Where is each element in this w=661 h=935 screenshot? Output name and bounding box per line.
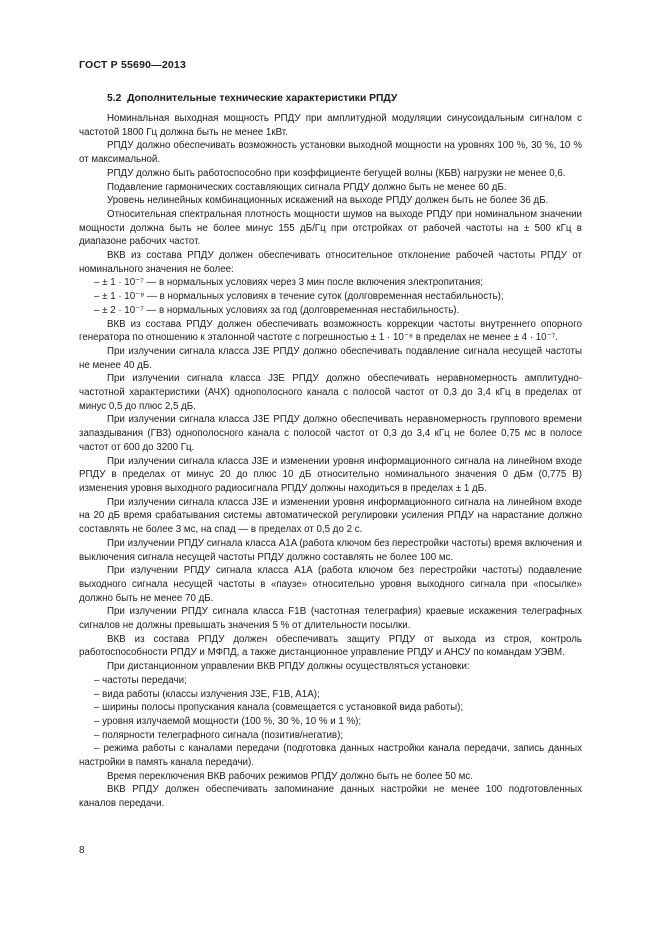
body-paragraph: РПДУ должно быть работоспособно при коэффициенте бегущей волны (КБВ) нагрузки не менее 0,6. [107,167,566,179]
list-item: – частоты передачи; [94,674,187,686]
body-paragraph: Время переключения ВКВ рабочих режимов РПДУ должно быть не более 50 мс. [107,770,473,782]
list-item: – ± 1 · 10⁻⁷ — в нормальных условиях через 3 мин после включения электропитания; [94,277,483,289]
document-body [79,112,582,811]
body-paragraph: При излучении сигнала класса J3E РПДУ должно обеспечивать неравномерность амплитудно-частотной характеристики (АЧХ) однополосного канала с полосой частот от 0,3 до 3,4 кГц в пределах от минус 0,5 до плюс 2,5 дБ. [79,373,582,412]
body-paragraph: При излучении РПДУ сигнала класса A1A (работа ключом без перестройки частоты) время включения и выключения сигнала несущей частоты РПДУ должно составлять не более 100 мс. [79,537,582,563]
list-item: – вида работы (классы излучения J3E, F1B, A1A); [94,688,320,700]
list-item: – полярности телеграфного сигнала (позитив/негатив); [94,729,344,741]
section-title: Дополнительные технические характеристики РПДУ [127,93,398,104]
standard-header: ГОСТ Р 55690—2013 [79,59,187,71]
body-paragraph: При излучении сигнала класса J3E и изменении уровня информационного сигнала на линейном входе на 20 дБ время срабатывания системы автоматической регулировки усиления РПДУ на нарастание должно составлять не более 3 мс, на спад — в пределах от 0,5 до 2 с. [79,496,582,536]
body-paragraph: РПДУ должно обеспечивать возможность установки выходной мощности на уровнях 100 %, 30 %, 10 % от максимальной. [79,140,582,166]
body-paragraph: ВКВ из состава РПДУ должен обеспечивать относительное отклонение рабочей частоты РПДУ от номинального значения не более: [79,250,582,275]
body-paragraph: ВКВ из состава РПДУ должен обеспечивать возможность коррекции частоты внутреннего опорного генератора по отношению к эталонной частоте с погрешностью ± 1 · 10⁻⁸ в пределах не менее ± 4 · 10⁻⁷. [79,318,582,344]
body-paragraph: Уровень нелинейных комбинационных искажений на выходе РПДУ должен быть не более 36 дБ. [107,195,549,207]
list-item: – режима работы с каналами передачи (подготовка данных настройки канала передачи, запись данных настройки в память канала передачи). [79,743,582,769]
body-paragraph: ВКВ из состава РПДУ должен обеспечивать защиту РПДУ от выхода из строя, контроль работоспособности РПДУ и МФПД, а также дистанционное управление РПДУ и АНСУ по командам УЭВМ. [79,633,582,659]
list-item: – ± 1 · 10⁻⁸ — в нормальных условиях в течение суток (долговременная нестабильность); [94,291,504,303]
body-paragraph: Номинальная выходная мощность РПДУ при амплитудной модуляции синусоидальным сигналом с частотой 1800 Гц должна быть не менее 1кВт. [79,113,582,138]
body-paragraph: При дистанционном управлении ВКВ РПДУ должны осуществляться установки: [107,661,470,673]
body-paragraph: При излучении РПДУ сигнала класса A1A (работа ключом без перестройки частоты) подавление выходного сигнала несущей частоты в «паузе» относительно уровня выходного сигнала при «посылке» должно быть не менее 70 дБ. [79,565,582,604]
section-heading [107,93,397,104]
body-paragraph: При излучении сигнала класса J3E РПДУ должно обеспечивать подавление сигнала несущей частоты не менее 40 дБ. [79,345,582,371]
section-number: 5.2 [107,93,122,104]
body-paragraph: При излучении сигнала класса J3E и изменении уровня информационного сигнала на линейном входе РПДУ в пределах от минус 20 до плюс 10 дБ относительно номинального значения 0 дБм (0,775 В) изменения уровня выходного радиосигнала РПДУ должны находиться в пределах ± 1 дБ. [79,455,582,494]
body-paragraph: ВКВ РПДУ должен обеспечивать запоминание данных настройки не менее 100 подготовленных каналов передачи. [79,784,582,810]
body-paragraph: Подавление гармонических составляющих сигнала РПДУ должно быть не менее 60 дБ. [107,181,507,193]
list-item: – ширины полосы пропускания канала (совмещается с установкой вида работы); [94,702,464,714]
body-paragraph: Относительная спектральная плотность мощности шумов на выходе РПДУ при номинальном значении мощности должна быть не более минус 155 дБ/Гц при отстройках от рабочей частоты на ± 500 кГц в диапазоне рабочих частот. [79,208,582,248]
body-paragraph: При излучении РПДУ сигнала класса F1B (частотная телеграфия) краевые искажения телеграфных сигналов не должны превышать значения 5 % от длительности посылки. [79,606,582,632]
list-item: – ± 2 · 10⁻⁷ — в нормальных условиях за год (долговременная нестабильность). [94,304,460,316]
list-item: – уровня излучаемой мощности (100 %, 30 %, 10 % и 1 %); [94,715,362,727]
page-number: 8 [79,845,85,856]
body-paragraph: При излучении сигнала класса J3E РПДУ должно обеспечивать неравномерность группового времени запаздывания (ГВЗ) однополосного канала с полосой частот от 0,3 до 3,4 кГц не более 0,75 мс в полосе частот от 600 до 3200 Гц. [79,414,582,453]
